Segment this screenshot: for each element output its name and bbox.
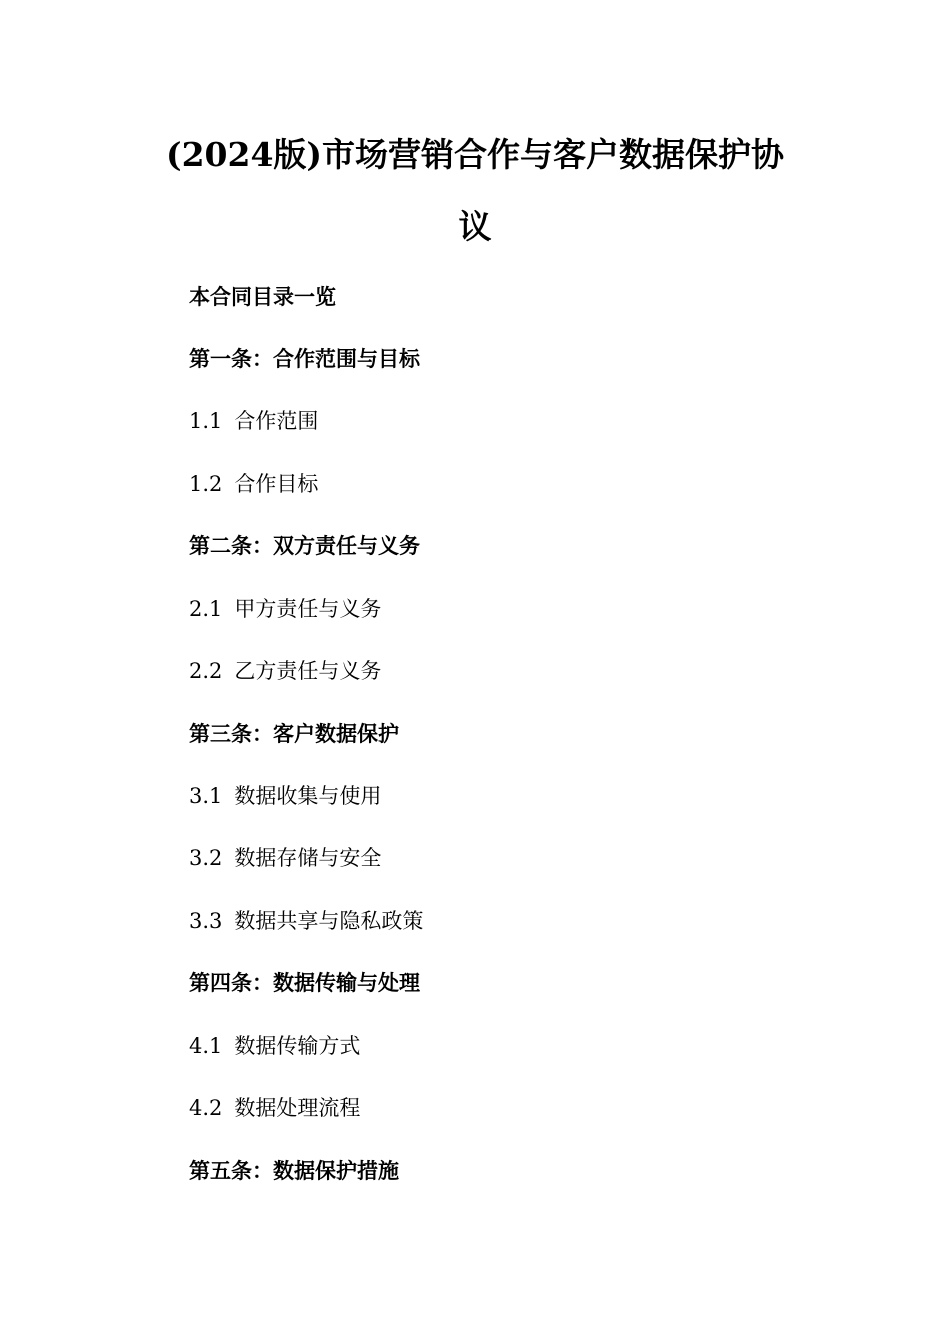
toc-section-title: 合作范围 [234, 409, 319, 433]
document-title-line-2: 议 [458, 207, 492, 246]
toc-section-1-2 [189, 471, 318, 497]
toc-section-number: 1.2 [189, 472, 223, 496]
toc-section-number: 3.3 [189, 909, 223, 933]
toc-section-number: 2.2 [189, 659, 223, 683]
toc-section-number: 4.1 [189, 1034, 223, 1058]
toc-section-3-2 [189, 845, 381, 871]
toc-section-3-3 [189, 908, 423, 934]
toc-section-number: 3.2 [189, 846, 223, 870]
toc-article-1: 第一条：合作范围与目标 [189, 346, 420, 371]
toc-section-4-2 [189, 1095, 360, 1121]
toc-article-4: 第四条：数据传输与处理 [189, 970, 420, 995]
toc-article-2: 第二条：双方责任与义务 [189, 533, 420, 558]
toc-section-3-1 [189, 783, 381, 809]
document-title-line-1: (2024版)市场营销合作与客户数据保护协 [165, 135, 785, 174]
toc-section-title: 数据处理流程 [234, 1096, 361, 1120]
toc-section-number: 3.1 [189, 784, 223, 808]
toc-section-title: 合作目标 [234, 472, 319, 496]
toc-section-1-1 [189, 408, 318, 434]
toc-section-2-1 [189, 596, 381, 622]
toc-article-5: 第五条：数据保护措施 [189, 1158, 399, 1183]
toc-section-title: 数据收集与使用 [234, 784, 382, 808]
toc-section-number: 4.2 [189, 1096, 223, 1120]
toc-heading: 本合同目录一览 [189, 284, 336, 309]
toc-section-number: 2.1 [189, 597, 223, 621]
toc-section-title: 甲方责任与义务 [234, 597, 382, 621]
toc-section-2-2 [189, 658, 381, 684]
toc-section-title: 数据共享与隐私政策 [234, 909, 424, 933]
toc-section-title: 数据存储与安全 [234, 846, 382, 870]
toc-section-4-1 [189, 1033, 360, 1059]
toc-section-number: 1.1 [189, 409, 223, 433]
toc-article-3: 第三条：客户数据保护 [189, 721, 399, 746]
toc-section-title: 数据传输方式 [234, 1034, 361, 1058]
toc-section-title: 乙方责任与义务 [234, 659, 382, 683]
